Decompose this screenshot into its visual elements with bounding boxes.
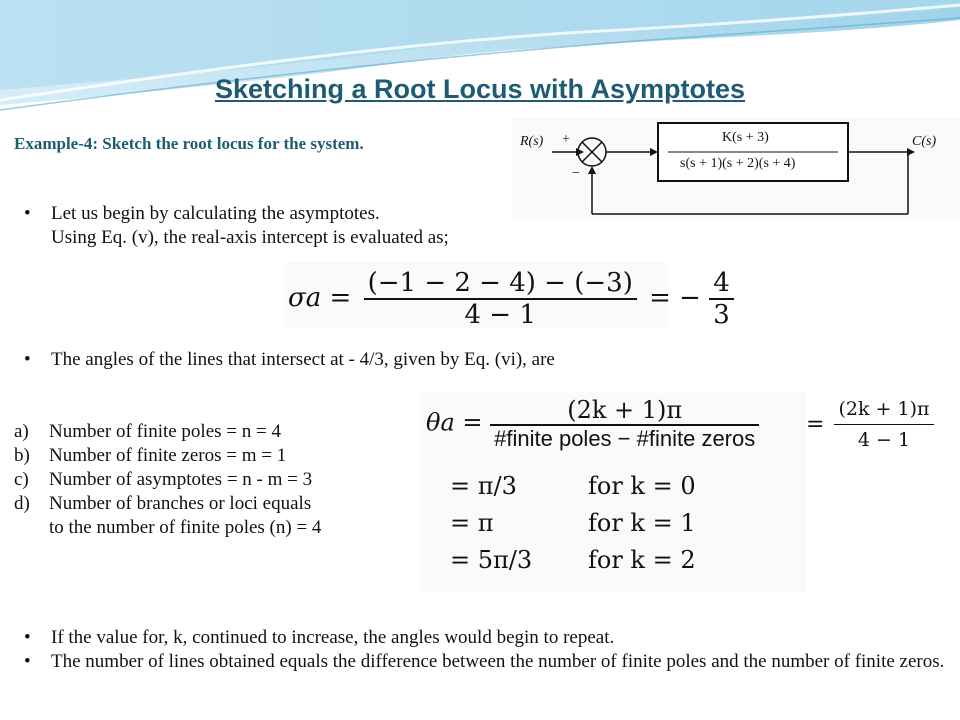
sigma-result-num: 4 (709, 268, 734, 300)
alt-equals: = (806, 412, 825, 437)
tf-numerator: K(s + 3) (722, 130, 769, 145)
theta-condition: for k = 2 (588, 546, 696, 574)
item-text: Number of branches or loci equals (49, 493, 312, 514)
item-label: c) (14, 469, 29, 490)
theta-substituted (806, 398, 934, 451)
sigma-equation (284, 262, 730, 330)
item-text: Number of asymptotes = n - m = 3 (49, 469, 313, 490)
item-text: Number of finite zeros = m = 1 (49, 445, 287, 466)
bullet-difference: • The number of lines obtained equals the difference between the number of finite poles and the number of finite zeros. (22, 650, 952, 674)
item-continuation: to the number of finite poles (n) = 4 (49, 517, 322, 538)
bullet-line-2: Using Eq. (v), the real-axis intercept is evaluated as; (51, 227, 449, 248)
count-item (14, 492, 321, 540)
bullet-asymptotes (22, 202, 449, 250)
count-item (14, 444, 321, 468)
theta-value: = 5π/3 (450, 546, 533, 574)
block-diagram (512, 118, 960, 220)
theta-values (450, 472, 696, 583)
bullet-list-intro (22, 202, 449, 250)
alt-denominator: 4 − 1 (857, 429, 911, 451)
theta-value: = π/3 (450, 472, 517, 500)
theta-condition: for k = 0 (588, 472, 696, 500)
slide-title: Sketching a Root Locus with Asymptotes (214, 74, 746, 104)
example-heading: Example-4: Sketch the root locus for the system. (14, 134, 364, 153)
theta-value: = π (450, 509, 494, 537)
item-label: a) (14, 421, 29, 442)
summer-plus: + (562, 132, 570, 147)
item-label: b) (14, 445, 30, 466)
bullet-list-summary (22, 626, 952, 674)
theta-condition: for k = 1 (588, 509, 696, 537)
output-label: C(s) (912, 134, 937, 149)
item-text: Number of finite poles = n = 4 (49, 421, 281, 442)
theta-lhs: θa = (426, 408, 483, 437)
sigma-denominator: 4 − 1 (464, 300, 536, 330)
summer-minus: − (572, 166, 580, 181)
bullet-line-1: Let us begin by calculating the asymptotes. (51, 203, 380, 224)
count-item (14, 468, 321, 492)
bullet-angles: • The angles of the lines that intersect at - 4/3, given by Eq. (vi), are (22, 348, 555, 372)
sigma-numerator: (−1 − 2 − 4) − (−3) (364, 268, 637, 300)
theta-numerator: (2k + 1)π (490, 396, 759, 426)
theta-denominator: #finite poles − #finite zeros (494, 426, 756, 451)
sigma-result-den: 3 (713, 300, 730, 330)
item-label: d) (14, 493, 30, 514)
counts-list (14, 420, 321, 540)
bullet-list-angles (22, 348, 555, 372)
sigma-lhs: σa = (288, 283, 352, 313)
input-label: R(s) (520, 134, 544, 149)
bullet-repeat: • If the value for, k, continued to increase, the angles would begin to repeat. (22, 626, 952, 650)
alt-numerator: (2k + 1)π (834, 398, 933, 425)
count-item (14, 420, 321, 444)
tf-denominator: s(s + 1)(s + 2)(s + 4) (680, 156, 796, 171)
theta-equation (420, 392, 806, 592)
sigma-mid: = − (649, 283, 701, 313)
